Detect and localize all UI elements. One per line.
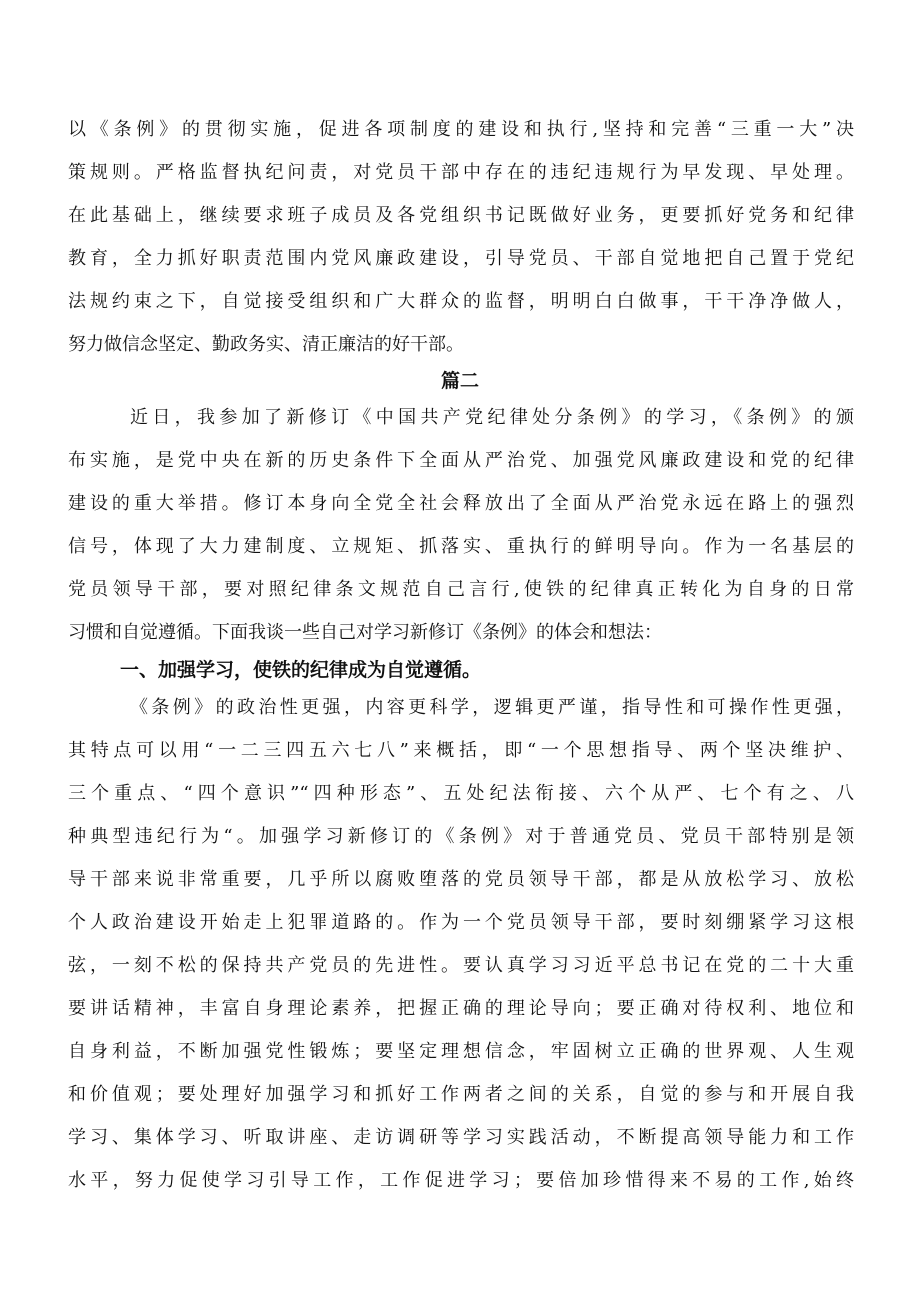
paragraph-line: 以《条例》的贯彻实施，促进各项制度的建设和执行,坚持和完善“三重一大”决 — [68, 119, 854, 140]
paragraph-line: 和价值观；要处理好加强学习和抓好工作两者之间的关系，自觉的参与和开展自我 — [68, 1084, 854, 1105]
paragraph-line: 教育，全力抓好职责范围内党风廉政建设，引导党员、干部自觉地把自己置于党纪 — [68, 248, 854, 269]
paragraph-line: 水平，努力促使学习引导工作，工作促进学习；要倍加珍惜得来不易的工作,始终 — [68, 1170, 854, 1191]
paragraph-line: 其特点可以用“一二三四五六七八”来概括，即“一个思想指导、两个坚决维护、 — [68, 740, 854, 761]
paragraph-line: 个人政治建设开始走上犯罪道路的。作为一个党员领导干部，要时刻绷紧学习这根 — [68, 912, 854, 933]
paragraph-line: 建设的重大举措。修订本身向全党全社会释放出了全面从严治党永远在路上的强烈 — [68, 493, 854, 514]
paragraph-line: 党员领导干部，要对照纪律条文规范自己言行,使铁的纪律真正转化为自身的日常 — [68, 579, 854, 600]
paragraph-line: 弦，一刻不松的保持共产党员的先进性。要认真学习习近平总书记在党的二十大重 — [68, 955, 854, 976]
subsection-heading: 一、加强学习，使铁的纪律成为自觉遵循。 — [120, 659, 482, 681]
paragraph-line: 习惯和自觉遵循。下面我谈一些自己对学习新修订《条例》的体会和想法： — [68, 622, 662, 643]
paragraph-line: 法规约束之下，自觉接受组织和广大群众的监督，明明白白做事，干干净净做人， — [68, 291, 854, 312]
paragraph-line: 《条例》的政治性更强，内容更科学，逻辑更严谨，指导性和可操作性更强， — [130, 697, 854, 718]
paragraph-line: 学习、集体学习、听取讲座、走访调研等学习实践活动，不断提高领导能力和工作 — [68, 1127, 854, 1148]
paragraph-line: 种典型违纪行为“。加强学习新修订的《条例》对于普通党员、党员干部特别是领 — [68, 826, 854, 847]
paragraph-line: 信号，体现了大力建制度、立规矩、抓落实、重执行的鲜明导向。作为一名基层的 — [68, 536, 854, 557]
paragraph-line: 布实施，是党中央在新的历史条件下全面从严治党、加强党风廉政建设和党的纪律 — [68, 450, 854, 471]
paragraph-line: 三个重点、“四个意识”“四种形态”、五处纪法衔接、六个从严、七个有之、八 — [68, 783, 854, 804]
section-title: 篇二 — [440, 370, 479, 392]
paragraph-line: 努力做信念坚定、勤政务实、清正廉洁的好干部。 — [68, 334, 464, 355]
paragraph-line: 近日，我参加了新修订《中国共产党纪律处分条例》的学习，《条例》的颁 — [130, 407, 854, 428]
paragraph-line: 策规则。严格监督执纪问责，对党员干部中存在的违纪违规行为早发现、早处理。 — [68, 162, 854, 183]
paragraph-line: 导干部来说非常重要，几乎所以腐败堕落的党员领导干部，都是从放松学习、放松 — [68, 869, 854, 890]
paragraph-line: 自身利益，不断加强党性锻炼；要坚定理想信念，牢固树立正确的世界观、人生观 — [68, 1041, 854, 1062]
paragraph-line: 要讲话精神，丰富自身理论素养，把握正确的理论导向；要正确对待权利、地位和 — [68, 998, 854, 1019]
paragraph-line: 在此基础上，继续要求班子成员及各党组织书记既做好业务，更要抓好党务和纪律 — [68, 205, 854, 226]
